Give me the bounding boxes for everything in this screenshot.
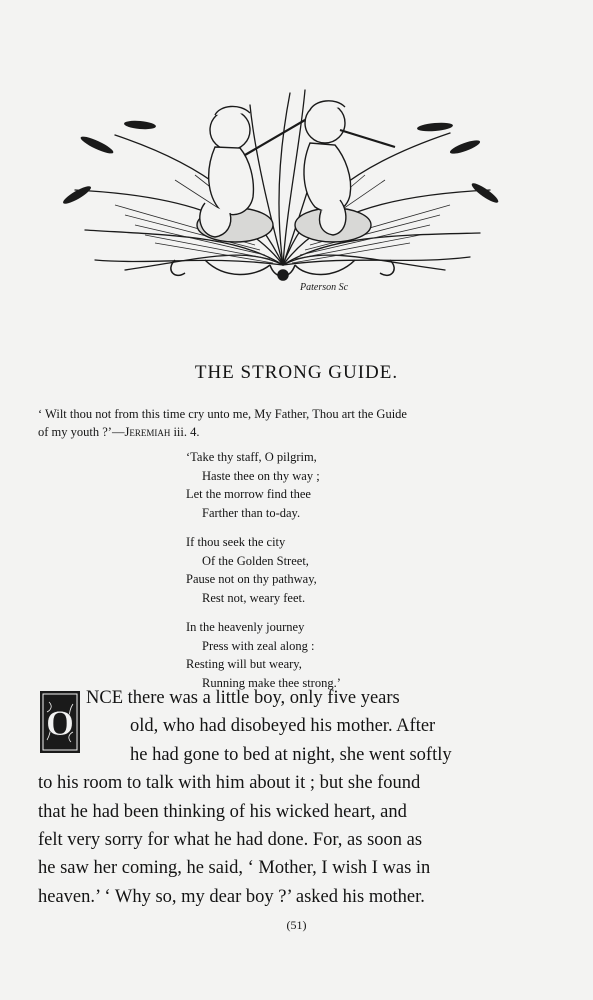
poem-line: Running make thee strong.’	[202, 675, 341, 690]
poem-line: Haste thee on thy way ;	[202, 468, 320, 483]
epigraph-text: of my youth ?’—	[38, 425, 125, 439]
epigraph	[38, 405, 528, 441]
poem-line: Resting will but weary,	[186, 657, 302, 671]
epigraph-line-2	[38, 423, 528, 441]
prose-line: NCE there was a little boy, only five years	[86, 688, 400, 708]
prose-line: to his room to talk with him about it ; but she found	[38, 773, 421, 794]
poem-stanza	[186, 618, 341, 692]
poem-line: If thou seek the city	[186, 535, 286, 549]
page-number: (51)	[286, 918, 307, 932]
poem-stanza	[186, 533, 341, 607]
prose-line: heaven.’ ‘ Why so, my dear boy ?’ asked his mother.	[38, 886, 425, 907]
cherub-vignette-illustration	[55, 85, 510, 295]
epigraph-line-1: ‘ Wilt thou not from this time cry unto me, My Father, Thou art the Guide	[38, 407, 407, 421]
prose-line: he had gone to bed at night, she went softly	[130, 744, 452, 765]
prose-paragraph	[38, 684, 526, 911]
chapter-title: THE STRONG GUIDE.	[194, 362, 399, 383]
scripture-verse: iii. 4.	[170, 425, 200, 439]
poem-line: Farther than to-day.	[202, 505, 301, 520]
poem-line: In the heavenly journey	[186, 620, 305, 634]
poem-line: Let the morrow find thee	[186, 487, 311, 501]
poem-line: Of the Golden Street,	[202, 553, 309, 568]
scripture-reference: Jeremiah	[124, 425, 171, 439]
prose-line: he saw her coming, he said, ‘ Mother, I wish I was in	[38, 858, 431, 879]
prose-line: felt very sorry for what he had done. For, as soon as	[38, 830, 423, 851]
drop-cap-letter: O	[45, 703, 75, 743]
poem-line: Pause not on thy pathway,	[186, 572, 317, 586]
poem-stanza	[186, 448, 341, 522]
poem-line: Press with zeal along :	[202, 638, 315, 653]
poem	[186, 448, 341, 703]
poem-line: Rest not, weary feet.	[202, 590, 306, 605]
prose-line: old, who had disobeyed his mother. After	[130, 716, 436, 737]
poem-line: ‘Take thy staff, O pilgrim,	[186, 450, 317, 464]
prose-line: that he had been thinking of his wicked heart, and	[38, 801, 407, 822]
engraver-signature: Paterson Sc	[300, 282, 349, 293]
